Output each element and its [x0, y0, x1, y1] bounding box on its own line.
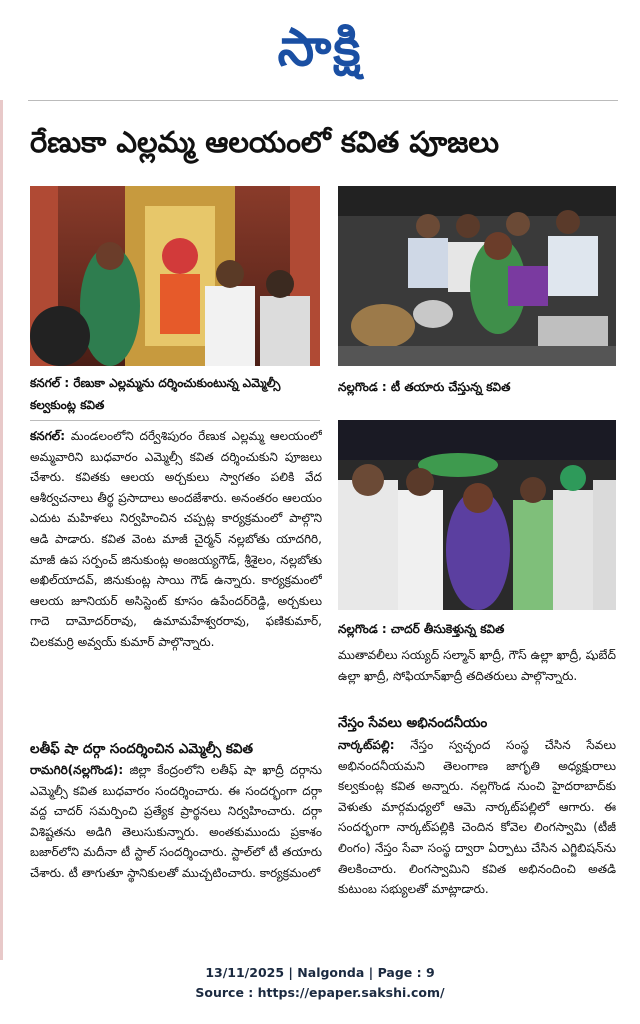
caption-text: చాదర్ తీసుకెళ్తున్న కవిత	[390, 622, 505, 636]
temple-photo	[30, 186, 320, 366]
caption-place: కనగల్ :	[30, 376, 74, 390]
caption-text: రేణుకా ఎల్లమ్మను దర్శించుకుంటున్న ఎమ్మెల్సీ కల్వకుంట్ల కవిత	[30, 376, 281, 412]
article-kanagal	[30, 426, 322, 738]
divider	[30, 420, 320, 421]
chadar-photo-caption	[338, 618, 616, 640]
tea-photo-caption	[338, 376, 616, 398]
tea-photo-image	[338, 186, 616, 366]
footer-source: Source : https://epaper.sakshi.com/	[195, 985, 445, 1000]
article-body: నేస్తం స్వచ్ఛంద సంస్థ చేసిన సేవలు అభినందనీయమని తెలంగాణ జాగృతి అధ్యక్షురాలు కల్వకుంట్ల కవిత అన్నారు. నల్లగొండ నుంచి హైదరాబాద్‌కు వెళుతు మార్గమధ్యలో ఆమె నార్కట్‌పల్లిలో ఆగారు. ఈ సందర్భంగా నార్కట్‌పల్లికి చెందిన కోవెల లింగస్వామి (టీజీ లింగం) నేస్తం సేవా సంస్థ ద్వారా ఏర్పాటు చేసిన ఎగ్జిబిషన్‌ను తిలకించారు. లింగస్వామిని కవిత అభినందించి అతడి కుటుంబ సభ్యులతో మాట్లాడారు.	[338, 738, 616, 897]
article-dargah-continued	[338, 645, 616, 709]
sakshi-logo: సాక్షి	[277, 18, 363, 78]
masthead	[0, 0, 640, 92]
footer-date-edition: 13/11/2025 | Nalgonda | Page : 9	[205, 965, 435, 980]
article-place: నార్కట్‌పల్లి:	[338, 738, 395, 752]
page-footer	[0, 963, 640, 1003]
article-body: జిల్లా కేంద్రంలోని లతీఫ్ షా ఖాద్రీ దర్గాను ఎమ్మెల్సీ కవిత బుధవారం సందర్శించారు. ఈ సందర్భంగా దర్గా వద్ద చాదర్ సమర్పించి ప్రత్యేక ప్రార్థనలు నిర్వహించారు. దర్గా విశిష్టతను అడిగి తెలుసుకున్నారు. అంతకుముందు ప్రకాశం బజార్‌లోని మదీనా టీ స్టాల్ సందర్శించారు. స్టాల్‌లో టీ తయారు చేశారు. టీ తాగుతూ స్థానికులతో ముచ్చటించారు. కార్యక్రమంలో	[30, 763, 322, 880]
caption-place: నల్లగొండ :	[338, 622, 391, 636]
temple-photo-caption	[30, 372, 320, 416]
tea-photo	[338, 186, 616, 366]
article-place: కనగల్:	[30, 429, 65, 443]
headline: రేణుకా ఎల్లమ్మ ఆలయంలో కవిత పూజలు	[30, 125, 500, 159]
article-body-continued: ముతావలీలు సయ్యద్ సల్మాన్ ఖాద్రీ, గౌస్ ఉల్లా ఖాద్రీ, షుబేద్ ఉల్లా ఖాద్రీ, సోఫియాన్‌ఖాద్రీ తదితరులు పాల్గొన్నారు.	[338, 648, 616, 683]
chadar-photo	[338, 420, 616, 610]
article-body: మండలంలోని దర్వేశిపురం రేణుక ఎల్లమ్మ ఆలయంలో అమ్మవారిని బుధవారం ఎమ్మెల్సీ కవిత దర్శించుకుని పూజలు చేశారు. కవితకు ఆలయ అర్చకులు స్వాగతం పలికి వేద ఆశీర్వచనాలు తీర్థ ప్రసాదాలు అందజేశారు. అనంతరం ఆలయం ఎదుట మహిళలు నిర్వహించిన చప్పట్ల కార్యక్రమంలో పాల్గొని ఆడి పాడారు. కవిత వెంట మాజీ చైర్మన్ నల్లబోతు యాదగిరి, మాజీ ఉప సర్పంచ్ జినుకుంట్ల అంజయ్యగౌడ్, శ్రీశైలం, నల్లబోతు అఖిల్‌యాదవ్, జినుకుంట్ల సాయి గౌడ్ ఉన్నారు. కార్యక్రమంలో ఆలయ జూనియర్ అసిస్టెంట్ కూసం ఉపేందర్‌రెడ్డి, అర్చకులు గాదె దామోదర్‌రావు, ఉమామహేశ్వరరావు, ఫణికుమార్, చిలకమర్రి అవ్వయ్ కుమార్ పాల్గొన్నారు.	[30, 429, 322, 649]
article-place: రామగిరి(నల్లగొండ):	[30, 763, 124, 777]
chadar-photo-image	[338, 420, 616, 610]
article-nestham	[338, 735, 616, 943]
divider	[28, 100, 618, 101]
page-edge-strip	[0, 100, 3, 960]
caption-text: టీ తయారు చేస్తున్న కవిత	[390, 380, 511, 394]
article-heading-nestham: నేస్తం సేవలు అభినందనీయం	[338, 715, 488, 731]
article-heading-dargah: లతీఫ్ షా దర్గా సందర్శించిన ఎమ్మెల్సీ కవిత	[30, 741, 254, 757]
temple-photo-image	[30, 186, 320, 366]
article-dargah	[30, 760, 322, 946]
caption-place: నల్లగొండ :	[338, 380, 391, 394]
